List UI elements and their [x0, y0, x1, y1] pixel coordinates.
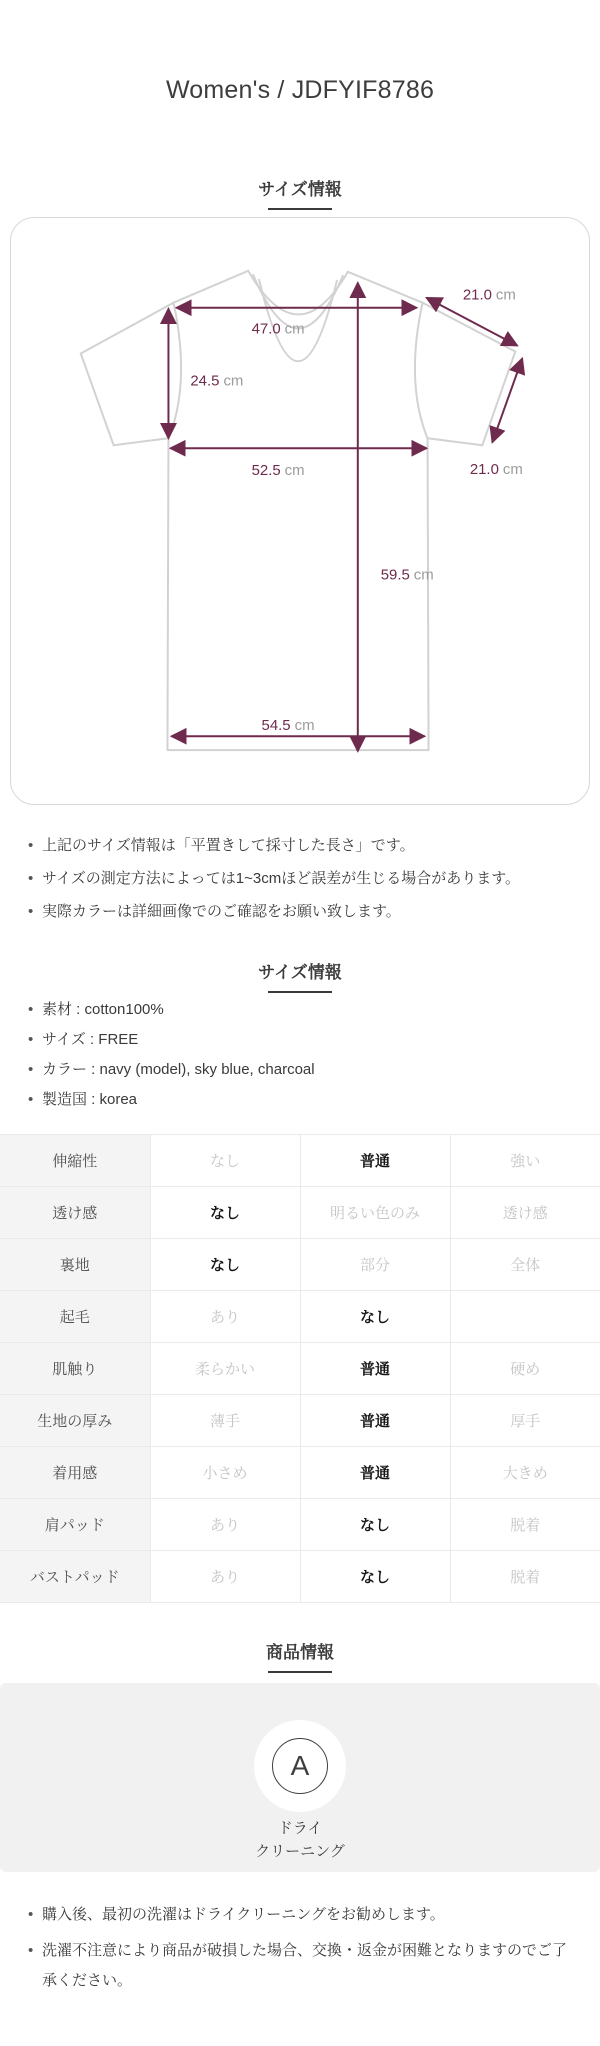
list-item: • サイズの測定方法によっては1~3cmほど誤差が生じる場合があります。 — [28, 868, 576, 889]
measurement-sleeve-opening: 21.0 cm — [469, 461, 523, 479]
measurement-sleeve-top: 21.0 cm — [462, 286, 516, 304]
measurement-lines — [168, 283, 522, 751]
product-detail-page — [0, 76, 600, 1996]
list-item: • 製造国 : korea — [28, 1089, 576, 1110]
attribute-option: 大きめ — [450, 1447, 600, 1499]
attribute-option: 強い — [450, 1135, 600, 1187]
table-row — [0, 1135, 600, 1187]
attribute-option: 脱着 — [450, 1499, 600, 1551]
care-label-line2: クリーニング — [255, 1843, 345, 1860]
attribute-row-label: 肌触り — [0, 1343, 150, 1395]
attribute-option: あり — [150, 1551, 300, 1603]
tshirt-outline — [81, 271, 515, 750]
table-row — [0, 1239, 600, 1291]
list-item: • 実際カラーは詳細画像でのご確認をお願い致します。 — [28, 901, 576, 922]
attribute-option — [450, 1291, 600, 1343]
attributes-table — [0, 1134, 600, 1603]
details-section-heading: サイズ情報 — [258, 963, 342, 982]
attribute-row-label: 肩パッド — [0, 1499, 150, 1551]
heading-underline — [268, 1671, 332, 1673]
measurement-labels — [190, 287, 522, 735]
measurement-total-length: 59.5 cm — [380, 566, 434, 584]
table-row — [0, 1395, 600, 1447]
attribute-row-label: 生地の厚み — [0, 1395, 150, 1447]
table-row — [0, 1343, 600, 1395]
attribute-option-selected: なし — [300, 1291, 450, 1343]
attribute-option: 小さめ — [150, 1447, 300, 1499]
attribute-row-label: 透け感 — [0, 1187, 150, 1239]
care-label — [0, 1817, 600, 1863]
sleeve-top-arrow — [427, 298, 518, 346]
washing-notes-list — [0, 1900, 600, 1996]
dry-clean-icon — [272, 1738, 328, 1794]
attribute-option: 部分 — [300, 1239, 450, 1291]
care-symbol-circle — [254, 1720, 346, 1812]
table-row — [0, 1499, 600, 1551]
attribute-option-selected: 普通 — [300, 1447, 450, 1499]
attribute-option-selected: なし — [300, 1499, 450, 1551]
product-detail-list — [0, 999, 600, 1110]
care-label-line1: ドライ — [277, 1820, 323, 1837]
sleeve-opening-arrow — [492, 359, 522, 443]
measurement-hem-width: 54.5 cm — [261, 717, 315, 735]
attribute-option: 薄手 — [150, 1395, 300, 1447]
attribute-option-selected: なし — [150, 1187, 300, 1239]
measurement-chest-width: 52.5 cm — [251, 462, 305, 480]
care-instruction-panel — [0, 1683, 600, 1872]
list-item: • サイズ : FREE — [28, 1029, 576, 1050]
attribute-option: 柔らかい — [150, 1343, 300, 1395]
product-section-heading: 商品情報 — [266, 1643, 334, 1662]
measurement-armhole-depth: 24.5 cm — [190, 372, 244, 390]
size-section-heading: サイズ情報 — [258, 180, 342, 199]
attribute-option: 脱着 — [450, 1551, 600, 1603]
table-row — [0, 1187, 600, 1239]
size-notes-list — [0, 835, 600, 922]
heading-underline — [268, 991, 332, 993]
attribute-option: 明るい色のみ — [300, 1187, 450, 1239]
list-item: • 上記のサイズ情報は「平置きして採寸した長さ」です。 — [28, 835, 576, 856]
attribute-row-label: バストパッド — [0, 1551, 150, 1603]
table-row — [0, 1291, 600, 1343]
measurement-shoulder-width: 47.0 cm — [251, 320, 305, 338]
table-row — [0, 1551, 600, 1603]
tshirt-measurement-diagram — [11, 218, 589, 804]
attribute-row-label: 裏地 — [0, 1239, 150, 1291]
attribute-option: なし — [150, 1135, 300, 1187]
list-item: • 洗濯不注意により商品が破損した場合、交換・返金が困難となりますのでご了承ください。 — [28, 1936, 576, 1996]
attribute-option-selected: 普通 — [300, 1135, 450, 1187]
list-item: • 購入後、最初の洗濯はドライクリーニングをお勧めします。 — [28, 1900, 576, 1930]
attribute-row-label: 起毛 — [0, 1291, 150, 1343]
list-item: • 素材 : cotton100% — [28, 999, 576, 1020]
page-title: Women's / JDFYIF8786 — [165, 76, 435, 104]
care-symbol-letter: A — [290, 1750, 310, 1781]
attribute-option-selected: 普通 — [300, 1343, 450, 1395]
table-row — [0, 1447, 600, 1499]
attributes-table-body — [0, 1135, 600, 1603]
attribute-option: 全体 — [450, 1239, 600, 1291]
attribute-option-selected: 普通 — [300, 1395, 450, 1447]
attribute-row-label: 伸縮性 — [0, 1135, 150, 1187]
attribute-option-selected: なし — [150, 1239, 300, 1291]
heading-underline — [268, 208, 332, 210]
attribute-row-label: 着用感 — [0, 1447, 150, 1499]
attribute-option: 硬め — [450, 1343, 600, 1395]
attribute-option: あり — [150, 1499, 300, 1551]
attribute-option: あり — [150, 1291, 300, 1343]
attribute-option: 厚手 — [450, 1395, 600, 1447]
attribute-option: 透け感 — [450, 1187, 600, 1239]
list-item: • カラー : navy (model), sky blue, charcoal — [28, 1059, 576, 1080]
size-diagram-box — [10, 217, 590, 805]
attribute-option-selected: なし — [300, 1551, 450, 1603]
